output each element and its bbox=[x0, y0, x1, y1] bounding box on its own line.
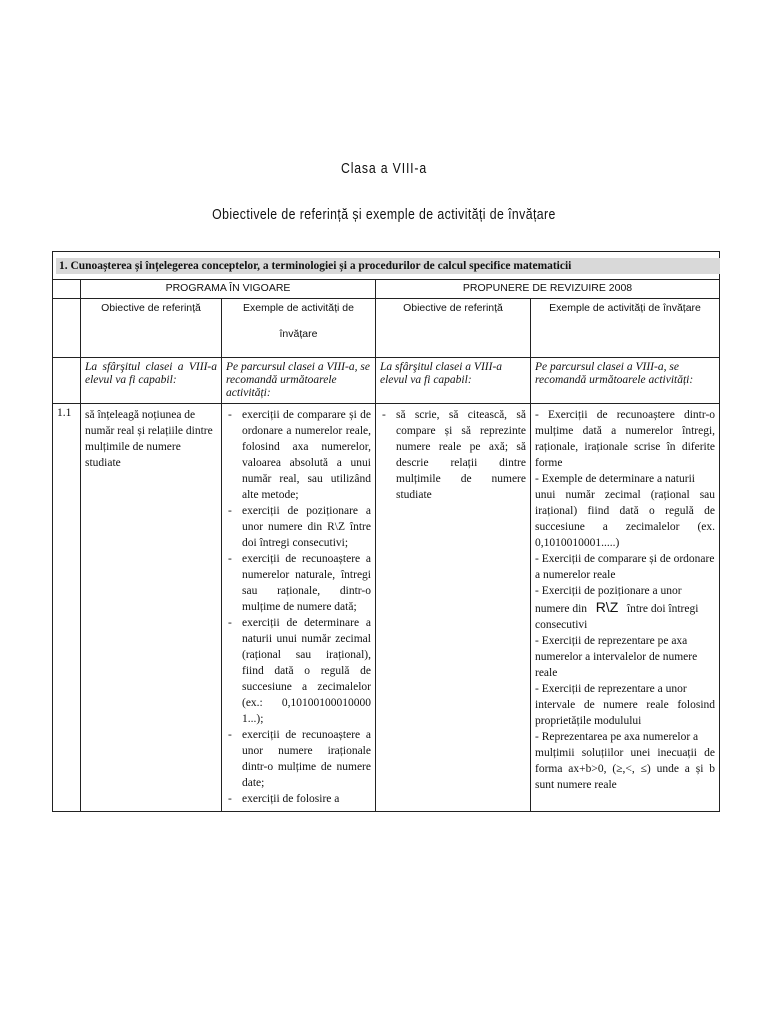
examples-left bbox=[222, 404, 376, 812]
col-header-examples-left-line1: Exemple de activități de bbox=[243, 302, 354, 314]
example-paragraph: - Reprezentarea pe axa numerelor a bbox=[535, 731, 699, 743]
example-paragraph: - Exerciții de reprezentare a unor bbox=[535, 683, 687, 695]
intro-examples-right: Pe parcursul clasei a VIII-a, se recomandă următoarele activități: bbox=[531, 358, 720, 404]
col-header-examples-left-line2: învățare bbox=[279, 328, 318, 340]
empty-cell bbox=[53, 299, 81, 358]
row-number: 1.1 bbox=[53, 404, 81, 812]
list-item: - exerciții de poziționare a unor numere din R\Z între doi întregi consecutivi; bbox=[226, 503, 371, 551]
page-title: Clasa a VIII-a bbox=[341, 160, 427, 177]
objective-right bbox=[376, 404, 531, 812]
intro-objectives-left: La sfârşitul clasei a VIII-a elevul va fi capabil: bbox=[81, 358, 222, 404]
example-paragraph bbox=[535, 599, 715, 617]
example-paragraph: mulțimii soluțiilor unei inecuații de forma ax+b>0, (≥,<, ≤) unde a și b sunt numere reale bbox=[535, 747, 716, 791]
example-paragraph: intervale de numere reale folosind proprietățile modulului bbox=[535, 699, 716, 727]
empty-cell bbox=[53, 358, 81, 404]
intro-examples-left: Pe parcursul clasei a VIII-a, se recomandă următoarele activități: bbox=[222, 358, 376, 404]
list-item: - exerciții de recunoaștere a unor numere iraționale dintr-o mulțime de numere date; bbox=[226, 727, 371, 791]
intro-objectives-right: La sfârşitul clasei a VIII-a elevul va fi capabil: bbox=[376, 358, 531, 404]
example-paragraph: unui număr zecimal (rațional sau irațional) fiind dată o regulă de succesiune a zecimalelor (ex. 0,1010010001.....) bbox=[535, 489, 716, 549]
col-header-objectives-left: Obiective de referință bbox=[81, 299, 222, 358]
program-proposal-header: PROPUNERE DE REVIZUIRE 2008 bbox=[376, 280, 720, 299]
example-paragraph: numerelor a intervalelor de numere reale bbox=[535, 651, 698, 679]
example-text: între doi întregi bbox=[626, 603, 699, 615]
empty-cell bbox=[53, 280, 81, 299]
example-paragraph: consecutivi bbox=[535, 619, 588, 631]
example-paragraph: - Exerciții de recunoaștere dintr-o mulțime dată a numerelor întregi, raționale, iraționale scrise în diferite forme bbox=[535, 409, 716, 469]
list-item: - exerciții de determinare a naturii unui număr zecimal (rațional sau irațional), fiind dată o regulă de succesiune a zecimalelor (ex.: 0,10100100010000 1...); bbox=[226, 615, 371, 727]
example-paragraph: - Exerciții de poziționare a unor bbox=[535, 585, 682, 597]
examples-left-list bbox=[226, 407, 371, 807]
objective-left: să înțeleagă noțiunea de număr real și relațiile dintre mulțimile de numere studiate bbox=[81, 404, 222, 812]
example-text: numere din bbox=[535, 603, 588, 615]
list-item: - să scrie, să citească, să compare și să reprezinte numere reale pe axă; să descrie relații dintre mulțimile de numere studiate bbox=[380, 407, 526, 503]
col-header-examples-right: Exemple de activități de învățare bbox=[531, 299, 720, 358]
example-paragraph: - Exerciții de comparare și de ordonare bbox=[535, 553, 715, 565]
objective-right-list bbox=[380, 407, 526, 503]
examples-right bbox=[531, 404, 720, 812]
example-paragraph: - Exemple de determinare a naturii bbox=[535, 473, 695, 485]
curriculum-table bbox=[52, 251, 720, 812]
list-item: - exerciții de recunoaștere a numerelor naturale, întregi sau raționale, dintr-o mulțime de numere dată; bbox=[226, 551, 371, 615]
example-paragraph: a numerelor reale bbox=[535, 569, 616, 581]
list-item: - exerciții de comparare și de ordonare a numerelor reale, folosind axa numerelor, valoarea absolută a unui număr real, sau utilizând alte metode; bbox=[226, 407, 371, 503]
real-minus-integer-set: R\Z bbox=[595, 599, 619, 615]
list-item: - exerciții de folosire a bbox=[226, 791, 371, 807]
example-paragraph: - Exerciții de reprezentare pe axa bbox=[535, 635, 688, 647]
col-header-examples-left bbox=[222, 299, 376, 358]
page-subtitle: Obiectivele de referință și exemple de activități de învățare bbox=[212, 206, 556, 223]
section-title: 1. Cunoașterea și înțelegerea conceptelor, a terminologiei și a procedurilor de calcul specifice matematicii bbox=[56, 258, 720, 274]
program-current-header: PROGRAMA ÎN VIGOARE bbox=[81, 280, 376, 299]
col-header-objectives-right: Obiective de referință bbox=[376, 299, 531, 358]
section-header-cell bbox=[53, 252, 720, 280]
